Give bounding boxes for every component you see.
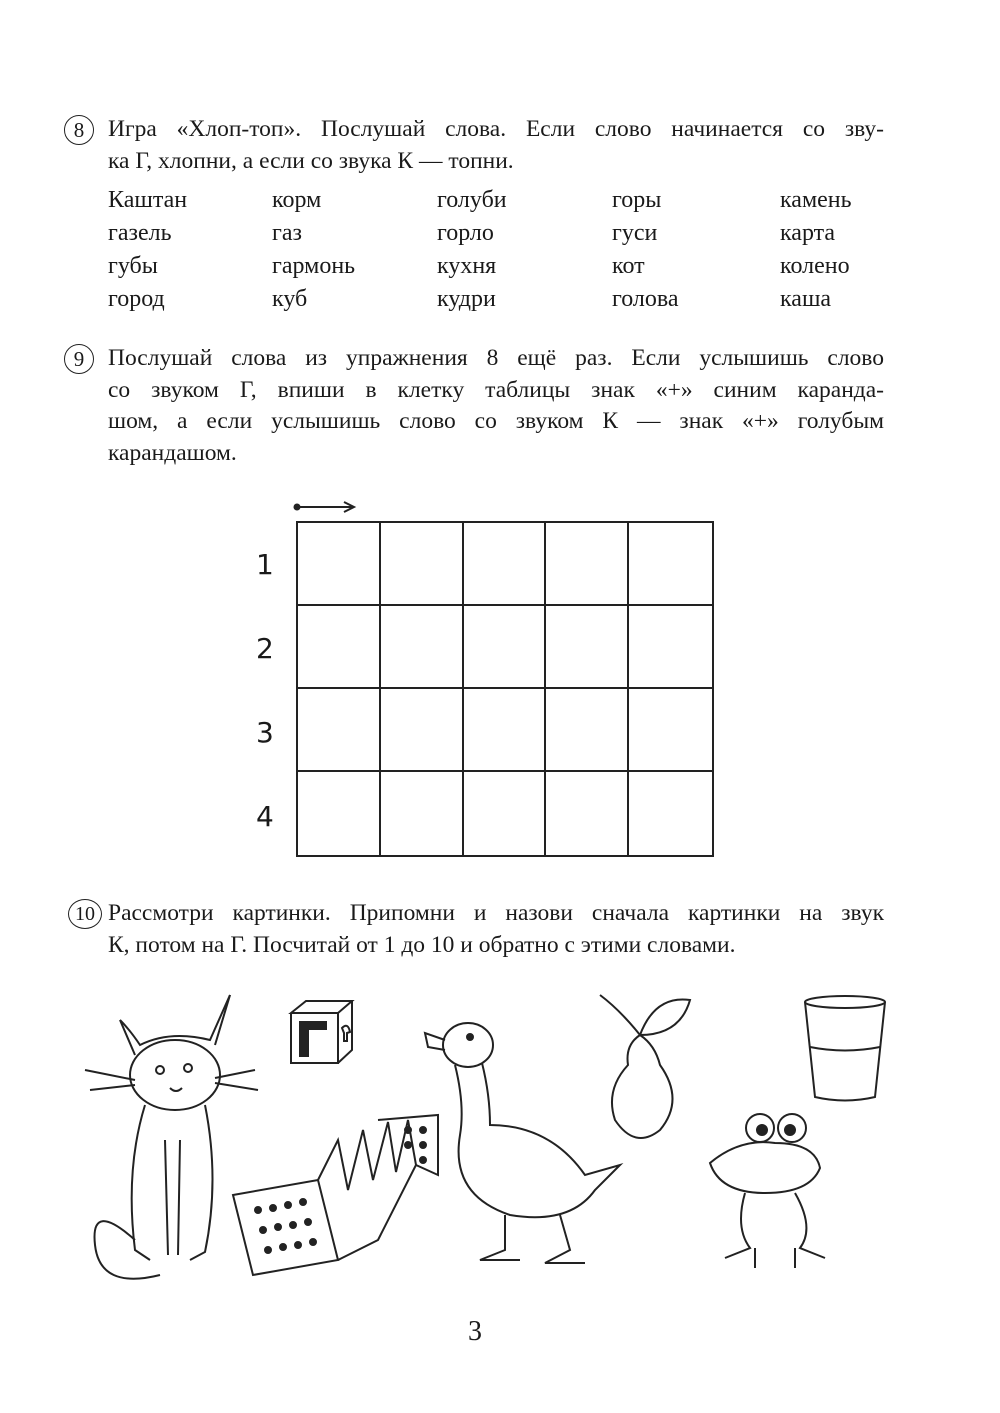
grid-cell[interactable] — [464, 689, 547, 772]
text-line: Послушай слова из упражнения 8 ещё раз. Если услышишь слово — [108, 345, 884, 371]
grid-cell[interactable] — [381, 523, 464, 606]
grid-cell[interactable] — [464, 523, 547, 606]
word: газ — [272, 220, 302, 246]
word: Каштан — [108, 187, 188, 213]
exercise-10-number: 10 — [68, 899, 102, 929]
word: голова — [612, 286, 679, 312]
grid-cell[interactable] — [381, 689, 464, 772]
grid-cell[interactable] — [629, 606, 712, 689]
pear-picture — [590, 990, 700, 1150]
word: гуси — [612, 220, 658, 246]
word: каша — [780, 286, 832, 312]
text-line: ка Г, хлопни, а если со звука К — топни. — [108, 147, 514, 174]
word: губы — [108, 253, 158, 279]
word: горы — [612, 187, 662, 213]
grid-cell[interactable] — [546, 689, 629, 772]
grid-cell[interactable] — [381, 772, 464, 855]
exercise-9-number: 9 — [64, 344, 94, 374]
word: голуби — [437, 187, 507, 213]
exercise-8-number: 8 — [64, 115, 94, 145]
word: гармонь — [272, 253, 356, 279]
word: кухня — [437, 253, 497, 279]
grid-cell[interactable] — [629, 689, 712, 772]
frog-picture — [700, 1108, 835, 1278]
word: колено — [780, 253, 850, 279]
text-line: карандашом. — [108, 439, 237, 466]
grid-cell[interactable] — [546, 772, 629, 855]
row-label: 2 — [256, 632, 274, 665]
grid-cell[interactable] — [298, 606, 381, 689]
row-label: 4 — [256, 800, 274, 833]
text-line: шом, а если услышишь слово со звуком К — знак «+» голубым — [108, 408, 884, 434]
word: куб — [272, 286, 308, 312]
grid-cell[interactable] — [546, 606, 629, 689]
word: камень — [780, 187, 852, 213]
accordion-picture — [228, 1100, 448, 1280]
word: кот — [612, 253, 645, 279]
grid-cell[interactable] — [381, 606, 464, 689]
grid-cell[interactable] — [546, 523, 629, 606]
grid-cell[interactable] — [298, 772, 381, 855]
word: город — [108, 286, 165, 312]
grid-cell[interactable] — [629, 523, 712, 606]
grid-cell[interactable] — [629, 772, 712, 855]
text-line: Игра «Хлоп-топ». Послушай слова. Если слово начинается со зву- — [108, 116, 884, 142]
row-label: 3 — [256, 716, 274, 749]
toy-block-picture — [286, 998, 356, 1068]
arrow-right-icon — [292, 499, 358, 515]
answer-grid — [296, 521, 714, 857]
text-line: со звуком Г, впиши в клетку таблицы знак «+» синим каранда- — [108, 376, 884, 403]
word: горло — [437, 220, 494, 246]
word: газель — [108, 220, 172, 246]
grid-cell[interactable] — [464, 606, 547, 689]
text-line: К, потом на Г. Посчитай от 1 до 10 и обратно с этими словами. — [108, 931, 736, 958]
word: корм — [272, 187, 322, 213]
exercise-10-text — [108, 898, 884, 961]
exercise-9-text — [108, 343, 884, 469]
exercise-8-text — [108, 114, 884, 177]
row-label: 1 — [256, 548, 274, 581]
text-line: Рассмотри картинки. Припомни и назови сначала картинки на звук — [108, 900, 884, 926]
grid-cell[interactable] — [298, 689, 381, 772]
grid-cell[interactable] — [298, 523, 381, 606]
grid-cell[interactable] — [464, 772, 547, 855]
word: карта — [780, 220, 836, 246]
glass-picture — [800, 992, 890, 1107]
page-number: 3 — [468, 1316, 482, 1347]
word: кудри — [437, 286, 496, 312]
